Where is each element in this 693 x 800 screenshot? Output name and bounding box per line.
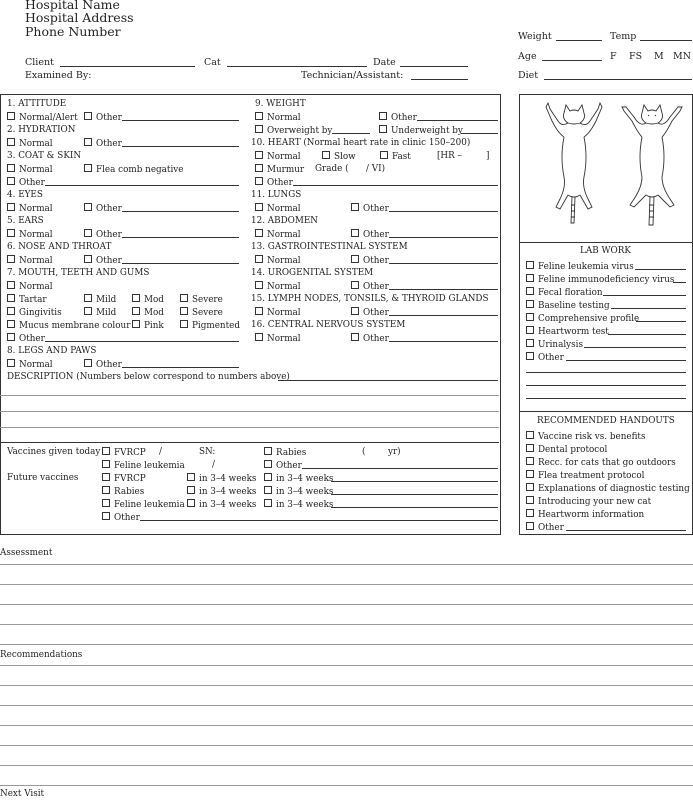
hr-label: [HR –: [437, 151, 462, 161]
rabies-yr: yr): [388, 447, 401, 457]
handout-item-1[interactable]: Vaccine risk vs. benefits: [526, 431, 646, 443]
weight-label: Weight: [518, 31, 552, 42]
today-sn: SN:: [199, 447, 216, 457]
handouts-title: RECOMMENDED HANDOUTS: [537, 416, 675, 426]
nose-normal[interactable]: Normal: [7, 255, 53, 267]
nose-heading: 6. NOSE AND THROAT: [7, 242, 112, 252]
future-fvrcp[interactable]: FVRCP: [102, 473, 146, 485]
recommendations-line-6[interactable]: [0, 765, 693, 766]
lab-item-3-field[interactable]: [603, 295, 686, 296]
lab-blank-line-3[interactable]: [526, 398, 686, 399]
ears-other[interactable]: Other: [84, 229, 122, 241]
future-rabies-weeks[interactable]: in 3–4 weeks: [187, 486, 256, 498]
future-weeks-1-field[interactable]: [331, 481, 498, 482]
client-field[interactable]: [60, 66, 195, 67]
lab-work-title: LAB WORK: [580, 246, 631, 256]
future-other-field[interactable]: [140, 520, 498, 521]
diet-label: Diet: [518, 70, 539, 81]
today-other[interactable]: Other: [264, 460, 302, 472]
recommendations-line-1[interactable]: [0, 665, 693, 666]
rabies-paren: (: [362, 447, 366, 457]
examined-by-label: Examined By:: [25, 70, 92, 81]
technician-field[interactable]: [411, 79, 468, 80]
coat-normal[interactable]: Normal: [7, 164, 53, 176]
lab-item-6-field[interactable]: [608, 334, 686, 335]
tartar-mod[interactable]: Mod: [132, 294, 164, 306]
ears-heading: 5. EARS: [7, 216, 44, 226]
gi-normal[interactable]: Normal: [255, 255, 301, 267]
flea-comb-negative[interactable]: Flea comb negative: [84, 164, 183, 176]
next-visit-label: Next Visit: [0, 789, 45, 799]
lab-blank-line-1[interactable]: [526, 372, 686, 373]
diet-field[interactable]: [544, 79, 692, 80]
weight-other-field[interactable]: [417, 120, 498, 121]
lab-item-8[interactable]: Other: [526, 352, 564, 364]
cns-other[interactable]: Other: [351, 333, 389, 345]
urogenital-other[interactable]: Other: [351, 281, 389, 293]
eyes-other[interactable]: Other: [84, 203, 122, 215]
urogenital-normal[interactable]: Normal: [255, 281, 301, 293]
abdomen-heading: 12. ABDOMEN: [251, 216, 318, 226]
cat-body-diagram: [520, 95, 691, 241]
tartar-mild[interactable]: Mild: [84, 294, 116, 306]
gi-other-field[interactable]: [389, 263, 498, 264]
tartar-severe[interactable]: Severe: [180, 294, 223, 306]
sex-mn[interactable]: MN: [673, 51, 692, 62]
hydration-normal[interactable]: Normal: [7, 138, 53, 150]
handout-item-3[interactable]: Recc. for cats that go outdoors: [526, 457, 676, 469]
mouth-heading: 7. MOUTH, TEETH AND GUMS: [7, 268, 150, 278]
weight-normal[interactable]: Normal: [255, 112, 301, 124]
gingivitis[interactable]: Gingivitis: [7, 307, 62, 319]
today-fvrcp-slash: /: [159, 447, 162, 457]
overweight-field[interactable]: [332, 133, 370, 134]
assessment-line-2[interactable]: [0, 584, 693, 585]
gi-other[interactable]: Other: [351, 255, 389, 267]
assessment-line-3[interactable]: [0, 604, 693, 605]
lymph-other[interactable]: Other: [351, 307, 389, 319]
future-rabies[interactable]: Rabies: [102, 486, 144, 498]
date-label: Date: [373, 57, 396, 68]
lymph-heading: 15. LYMPH NODES, TONSILS, & THYROID GLANDS: [251, 294, 489, 304]
cat-label: Cat: [204, 57, 221, 68]
gi-heading: 13. GASTROINTESTINAL SYSTEM: [251, 242, 408, 252]
mouth-other[interactable]: Other: [7, 333, 45, 345]
future-fvrcp-weeks[interactable]: in 3–4 weeks: [187, 473, 256, 485]
sex-fs[interactable]: FS: [629, 51, 643, 62]
client-label: Client: [25, 57, 54, 68]
future-leukemia-weeks[interactable]: in 3–4 weeks: [187, 499, 256, 511]
weight-heading: 9. WEIGHT: [255, 99, 306, 109]
description-line-4[interactable]: [0, 427, 499, 428]
heart-heading: 10. HEART (Normal heart rate in clinic 150–200): [251, 138, 471, 148]
future-weeks-1[interactable]: in 3–4 weeks: [264, 473, 333, 485]
cat-dorsal-icon: [622, 105, 682, 225]
legs-other[interactable]: Other: [84, 359, 122, 371]
abdomen-other[interactable]: Other: [351, 229, 389, 241]
cat-ventral-icon: [546, 103, 602, 223]
mucus-pink[interactable]: Pink: [132, 320, 164, 332]
gingivitis-mod[interactable]: Mod: [132, 307, 164, 319]
recommendations-line-2[interactable]: [0, 685, 693, 686]
cns-heading: 16. CENTRAL NERVOUS SYSTEM: [251, 320, 406, 330]
cns-normal[interactable]: Normal: [255, 333, 301, 345]
attitude-normal[interactable]: Normal/Alert: [7, 112, 78, 124]
future-weeks-3[interactable]: in 3–4 weeks: [264, 499, 333, 511]
lab-blank-line-2[interactable]: [526, 385, 686, 386]
recommendations-label: Recommendations: [0, 650, 83, 660]
handout-item-5[interactable]: Explanations of diagnostic testing: [526, 483, 690, 495]
eyes-normal[interactable]: Normal: [7, 203, 53, 215]
hr-end: ]: [486, 151, 490, 161]
nose-other[interactable]: Other: [84, 255, 122, 267]
coat-heading: 3. COAT & SKIN: [7, 151, 82, 161]
tartar[interactable]: Tartar: [7, 294, 47, 306]
today-fvrcp[interactable]: FVRCP: [102, 447, 146, 459]
date-field[interactable]: [400, 66, 468, 67]
today-other-field[interactable]: [302, 468, 498, 469]
lungs-normal[interactable]: Normal: [255, 203, 301, 215]
lab-item-5[interactable]: Comprehensive profile: [526, 313, 639, 325]
heart-fast[interactable]: Fast: [380, 151, 411, 163]
grade-end: / VI): [366, 164, 386, 174]
hydration-other[interactable]: Other: [84, 138, 122, 150]
future-weeks-2-field[interactable]: [331, 494, 498, 495]
future-other[interactable]: Other: [102, 512, 140, 524]
legs-heading: 8. LEGS AND PAWS: [7, 346, 97, 356]
today-feline-leukemia[interactable]: Feline leukemia: [102, 460, 185, 472]
sex-f[interactable]: F: [610, 51, 617, 62]
heart-other[interactable]: Other: [255, 177, 293, 189]
gingivitis-mild[interactable]: Mild: [84, 307, 116, 319]
mouth-normal[interactable]: Normal: [7, 281, 53, 293]
handout-item-7[interactable]: Heartworm information: [526, 509, 644, 521]
today-rabies[interactable]: Rabies: [264, 447, 306, 459]
age-label: Age: [518, 51, 537, 62]
assessment-line-5[interactable]: [0, 644, 693, 645]
urogenital-other-field[interactable]: [389, 289, 498, 290]
recommendations-line-3[interactable]: [0, 705, 693, 706]
sex-m[interactable]: M: [654, 51, 664, 62]
hydration-heading: 2. HYDRATION: [7, 125, 76, 135]
lab-item-7[interactable]: Urinalysis: [526, 339, 583, 351]
hospital-address: Hospital Address: [25, 10, 134, 25]
lab-item-3[interactable]: Fecal floration: [526, 287, 603, 299]
ears-normal[interactable]: Normal: [7, 229, 53, 241]
heart-slow[interactable]: Slow: [322, 151, 356, 163]
lab-item-2[interactable]: Feline immunodeficiency virus: [526, 274, 674, 286]
future-vaccines-label: Future vaccines: [7, 473, 79, 483]
recommendations-line-4[interactable]: [0, 725, 693, 726]
underweight[interactable]: Underweight by: [379, 125, 463, 137]
assessment-line-4[interactable]: [0, 624, 693, 625]
handout-item-6[interactable]: Introducing your new cat: [526, 496, 651, 508]
coat-other-field[interactable]: [45, 185, 239, 186]
gingivitis-severe[interactable]: Severe: [180, 307, 223, 319]
lungs-other[interactable]: Other: [351, 203, 389, 215]
assessment-line-1[interactable]: [0, 564, 693, 565]
lungs-heading: 11. LUNGS: [251, 190, 302, 200]
lab-item-1[interactable]: Feline leukemia virus: [526, 261, 634, 273]
mucus-membrane[interactable]: Mucus membrane colour: [7, 320, 130, 332]
assessment-label: Assessment: [0, 548, 53, 558]
future-weeks-2[interactable]: in 3–4 weeks: [264, 486, 333, 498]
abdomen-other-field[interactable]: [389, 237, 498, 238]
attitude-other-field[interactable]: [122, 120, 239, 121]
lab-item-7-field[interactable]: [584, 347, 686, 348]
description-line-3[interactable]: [0, 411, 499, 412]
lungs-other-field[interactable]: [389, 211, 498, 212]
nose-other-field[interactable]: [122, 263, 239, 264]
mucus-pigmented[interactable]: Pigmented: [180, 320, 240, 332]
lab-item-1-field[interactable]: [635, 269, 686, 270]
urogenital-heading: 14. UROGENITAL SYSTEM: [251, 268, 374, 278]
heart-other-field[interactable]: [293, 185, 498, 186]
temp-field[interactable]: [640, 40, 692, 41]
lab-item-4[interactable]: Baseline testing: [526, 300, 610, 312]
lab-item-2-field[interactable]: [673, 282, 686, 283]
lab-item-8-field[interactable]: [566, 360, 686, 361]
phone-number: Phone Number: [25, 24, 121, 39]
cns-other-field[interactable]: [389, 341, 498, 342]
handout-other-field[interactable]: [566, 530, 686, 531]
legs-normal[interactable]: Normal: [7, 359, 53, 371]
attitude-other[interactable]: Other: [84, 112, 122, 124]
hydration-other-field[interactable]: [122, 146, 239, 147]
murmur[interactable]: Murmur: [255, 164, 304, 176]
mouth-other-field[interactable]: [45, 341, 239, 342]
panel-divider-2: [519, 411, 692, 412]
eyes-heading: 4. EYES: [7, 190, 43, 200]
abdomen-normal[interactable]: Normal: [255, 229, 301, 241]
age-field[interactable]: [542, 60, 602, 61]
recommendations-line-7[interactable]: [0, 785, 693, 786]
weight-other[interactable]: Other: [379, 112, 417, 124]
technician-label: Technician/Assistant:: [301, 70, 404, 81]
temp-label: Temp: [610, 31, 637, 42]
future-weeks-3-field[interactable]: [331, 507, 498, 508]
eyes-other-field[interactable]: [122, 211, 239, 212]
description-line-2[interactable]: [0, 395, 499, 396]
recommendations-line-5[interactable]: [0, 745, 693, 746]
lab-item-4-field[interactable]: [611, 308, 686, 309]
future-feline-leukemia[interactable]: Feline leukemia: [102, 499, 185, 511]
handout-item-4[interactable]: Flea treatment protocol: [526, 470, 644, 482]
overweight[interactable]: Overweight by: [255, 125, 332, 137]
weight-field[interactable]: [556, 40, 602, 41]
cat-field[interactable]: [227, 66, 367, 67]
heart-normal[interactable]: Normal: [255, 151, 301, 163]
lymph-normal[interactable]: Normal: [255, 307, 301, 319]
attitude-heading: 1. ATTITUDE: [7, 99, 67, 109]
hospital-name: Hospital Name: [25, 0, 120, 12]
grade-label: Grade (: [315, 164, 349, 174]
lymph-other-field[interactable]: [389, 315, 498, 316]
description-heading: DESCRIPTION (Numbers below correspond to numbers above): [7, 372, 290, 382]
handout-item-8[interactable]: Other: [526, 522, 564, 534]
ears-other-field[interactable]: [122, 237, 239, 238]
coat-other[interactable]: Other: [7, 177, 45, 189]
lab-item-6[interactable]: Heartworm test: [526, 326, 609, 338]
panel-divider-1: [519, 242, 692, 243]
handout-item-2[interactable]: Dental protocol: [526, 444, 607, 456]
today-leukemia-slash: /: [212, 460, 215, 470]
vaccines-given-label: Vaccines given today: [7, 447, 101, 457]
underweight-field[interactable]: [461, 133, 498, 134]
description-line-1[interactable]: [278, 380, 498, 381]
legs-other-field[interactable]: [122, 367, 239, 368]
description-divider: [0, 442, 499, 443]
lab-item-5-field[interactable]: [636, 321, 686, 322]
